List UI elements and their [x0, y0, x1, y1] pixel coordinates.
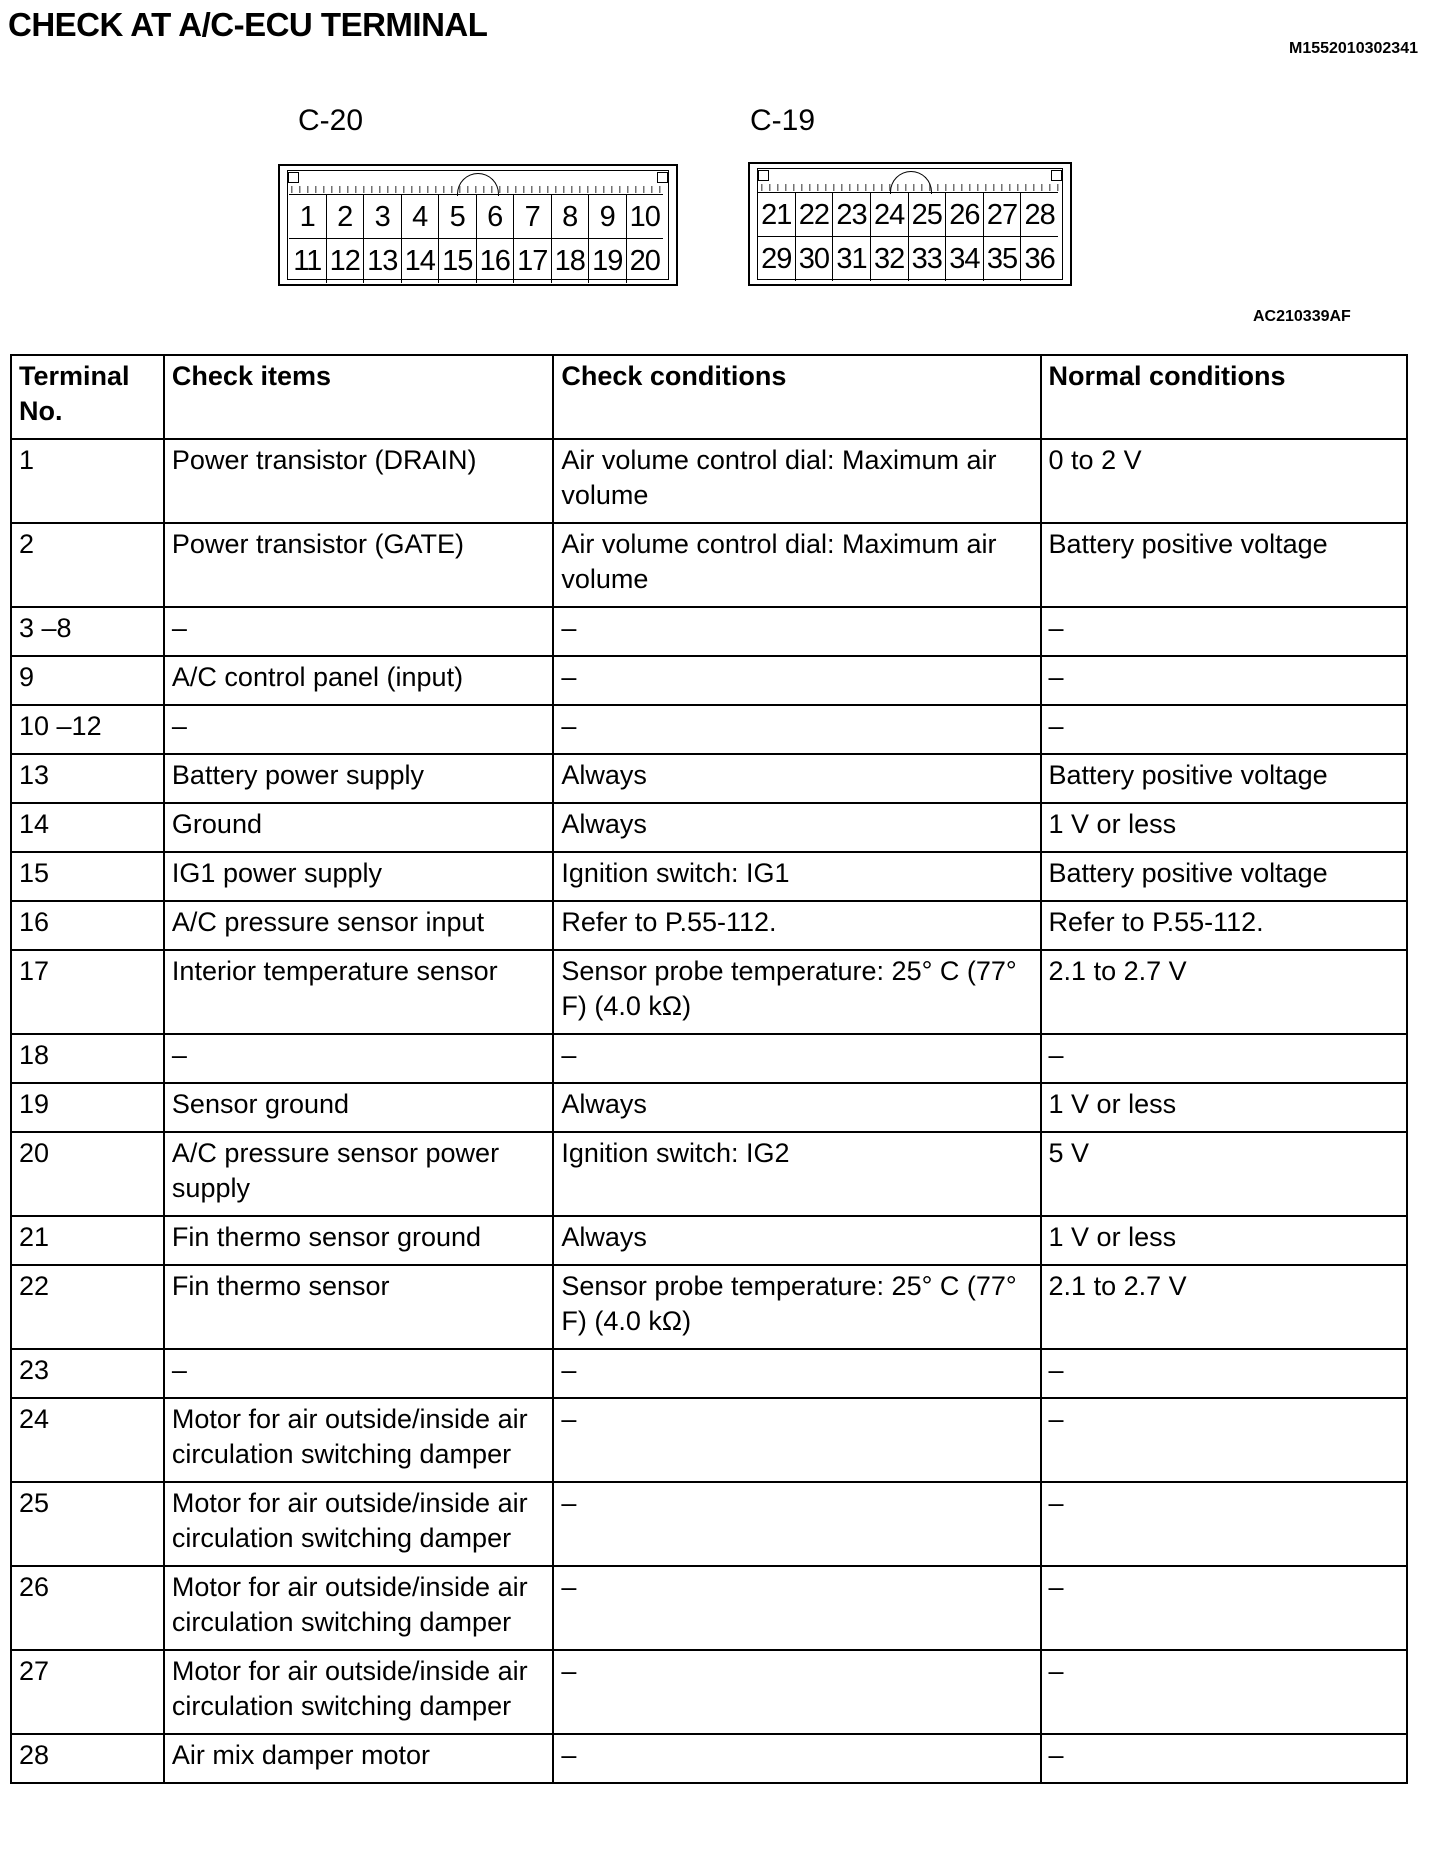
header-terminal-no: Terminal No. — [11, 355, 164, 439]
check-item-cell: Motor for air outside/inside air circulation switching damper — [164, 1566, 553, 1650]
terminal-no-cell: 1 — [11, 439, 164, 523]
connector-pin: 17 — [514, 239, 552, 283]
check-item-cell: – — [164, 607, 553, 656]
connector-pin: 31 — [833, 237, 871, 281]
check-item-cell: Interior temperature sensor — [164, 950, 553, 1034]
connector-pin: 21 — [758, 193, 796, 237]
check-condition-cell: Refer to P.55-112. — [553, 901, 1040, 950]
check-item-cell: Motor for air outside/inside air circulation switching damper — [164, 1398, 553, 1482]
check-item-cell: Motor for air outside/inside air circulation switching damper — [164, 1482, 553, 1566]
check-condition-cell: – — [553, 607, 1040, 656]
connector-pin: 9 — [589, 195, 627, 239]
header-normal-conditions: Normal conditions — [1041, 355, 1407, 439]
normal-condition-cell: – — [1041, 1734, 1407, 1783]
connector-pin: 23 — [833, 193, 871, 237]
normal-condition-cell: – — [1041, 607, 1407, 656]
normal-condition-cell: – — [1041, 1398, 1407, 1482]
connector-pin: 22 — [796, 193, 834, 237]
table-header-row — [11, 355, 1407, 439]
terminal-no-cell: 2 — [11, 523, 164, 607]
terminal-no-cell: 28 — [11, 1734, 164, 1783]
connector-pin: 6 — [477, 195, 515, 239]
terminal-no-cell: 10 –12 — [11, 705, 164, 754]
table-row — [11, 1482, 1407, 1566]
table-row — [11, 1566, 1407, 1650]
header-check-items: Check items — [164, 355, 553, 439]
check-condition-cell: Ignition switch: IG2 — [553, 1132, 1040, 1216]
check-condition-cell: Ignition switch: IG1 — [553, 852, 1040, 901]
check-item-cell: – — [164, 1349, 553, 1398]
connector-pin: 1 — [289, 195, 327, 239]
check-item-cell: Ground — [164, 803, 553, 852]
normal-condition-cell: – — [1041, 1566, 1407, 1650]
connector-pin: 2 — [327, 195, 365, 239]
connector-pin: 13 — [364, 239, 402, 283]
check-condition-cell: Always — [553, 754, 1040, 803]
check-item-cell: A/C control panel (input) — [164, 656, 553, 705]
connector-pin: 28 — [1024, 198, 1055, 231]
terminal-no-cell: 26 — [11, 1566, 164, 1650]
connector-hatch — [761, 184, 1059, 191]
connector-c20-pin-row — [289, 238, 663, 283]
terminal-no-cell: 27 — [11, 1650, 164, 1734]
connector-pin: 35 — [984, 237, 1022, 281]
normal-condition-cell: 2.1 to 2.7 V — [1041, 950, 1407, 1034]
check-condition-cell: – — [553, 1566, 1040, 1650]
normal-condition-cell: Battery positive voltage — [1041, 852, 1407, 901]
connector-c20-pin-row — [289, 194, 663, 239]
check-item-cell: A/C pressure sensor power supply — [164, 1132, 553, 1216]
connector-pin: 19 — [589, 239, 627, 283]
terminal-no-cell: 3 –8 — [11, 607, 164, 656]
check-condition-cell: – — [553, 1482, 1040, 1566]
check-condition-cell: Sensor probe temperature: 25° C (77° F) (4.0 kΩ) — [553, 950, 1040, 1034]
connector-corner — [758, 170, 769, 181]
table-row — [11, 656, 1407, 705]
check-item-cell: Fin thermo sensor — [164, 1265, 553, 1349]
connector-pin: 25 — [909, 193, 947, 237]
table-row — [11, 1216, 1407, 1265]
check-item-cell: Power transistor (DRAIN) — [164, 439, 553, 523]
normal-condition-cell: Battery positive voltage — [1041, 754, 1407, 803]
check-item-cell: Sensor ground — [164, 1083, 553, 1132]
check-item-cell: – — [164, 705, 553, 754]
terminal-no-cell: 20 — [11, 1132, 164, 1216]
connector-pin: 32 — [871, 237, 909, 281]
normal-condition-cell: 0 to 2 V — [1041, 439, 1407, 523]
check-condition-cell: Always — [553, 1216, 1040, 1265]
connector-corner — [288, 172, 299, 183]
document-id: M1552010302341 — [1288, 40, 1418, 57]
table-row — [11, 1734, 1407, 1783]
check-condition-cell: – — [553, 1034, 1040, 1083]
normal-condition-cell: – — [1041, 1349, 1407, 1398]
connector-pin: 12 — [327, 239, 365, 283]
connector-corner — [1051, 170, 1062, 181]
terminal-no-cell: 16 — [11, 901, 164, 950]
connector-pin: 14 — [402, 239, 440, 283]
table-row — [11, 1034, 1407, 1083]
connector-pin: 10 — [629, 200, 660, 233]
table-row — [11, 1349, 1407, 1398]
terminal-no-cell: 23 — [11, 1349, 164, 1398]
terminal-no-cell: 24 — [11, 1398, 164, 1482]
connector-pin: 33 — [909, 237, 947, 281]
normal-condition-cell: Refer to P.55-112. — [1041, 901, 1407, 950]
connector-pin: 20 — [629, 244, 660, 277]
terminal-no-cell: 14 — [11, 803, 164, 852]
figure-code: AC210339AF — [1253, 308, 1351, 325]
table-row — [11, 607, 1407, 656]
check-item-cell: IG1 power supply — [164, 852, 553, 901]
page-title: CHECK AT A/C-ECU TERMINAL — [8, 6, 488, 43]
terminal-no-cell: 17 — [11, 950, 164, 1034]
table-row — [11, 439, 1407, 523]
table-row — [11, 705, 1407, 754]
check-item-cell: Air mix damper motor — [164, 1734, 553, 1783]
connector-c19-label: C-19 — [750, 104, 816, 137]
connector-c19-pin-row — [758, 236, 1058, 281]
connector-pin: 16 — [477, 239, 515, 283]
normal-condition-cell: 1 V or less — [1041, 1216, 1407, 1265]
table-row — [11, 1132, 1407, 1216]
normal-condition-cell: – — [1041, 656, 1407, 705]
terminal-no-cell: 15 — [11, 852, 164, 901]
table-row — [11, 852, 1407, 901]
normal-condition-cell: 2.1 to 2.7 V — [1041, 1265, 1407, 1349]
connector-pin: 29 — [758, 237, 796, 281]
check-condition-cell: Sensor probe temperature: 25° C (77° F) (4.0 kΩ) — [553, 1265, 1040, 1349]
terminal-no-cell: 13 — [11, 754, 164, 803]
terminal-no-cell: 22 — [11, 1265, 164, 1349]
terminal-no-cell: 19 — [11, 1083, 164, 1132]
check-item-cell: Battery power supply — [164, 754, 553, 803]
check-condition-cell: – — [553, 705, 1040, 754]
connector-corner — [657, 172, 668, 183]
connector-pin: 4 — [402, 195, 440, 239]
connector-pin: 5 — [439, 195, 477, 239]
normal-condition-cell: – — [1041, 1034, 1407, 1083]
check-condition-cell: – — [553, 1650, 1040, 1734]
check-condition-cell: Always — [553, 803, 1040, 852]
check-condition-cell: – — [553, 656, 1040, 705]
table-row — [11, 950, 1407, 1034]
connector-pin: 24 — [871, 193, 909, 237]
check-item-cell: Motor for air outside/inside air circulation switching damper — [164, 1650, 553, 1734]
check-item-cell: – — [164, 1034, 553, 1083]
connector-pin: 18 — [552, 239, 590, 283]
connector-pin: 3 — [364, 195, 402, 239]
normal-condition-cell: – — [1041, 1482, 1407, 1566]
check-condition-cell: – — [553, 1349, 1040, 1398]
check-item-cell: A/C pressure sensor input — [164, 901, 553, 950]
connector-c20 — [278, 164, 678, 286]
normal-condition-cell: 5 V — [1041, 1132, 1407, 1216]
check-item-cell: Fin thermo sensor ground — [164, 1216, 553, 1265]
connector-pin: 8 — [552, 195, 590, 239]
table-row — [11, 1265, 1407, 1349]
check-condition-cell: Air volume control dial: Maximum air volume — [553, 523, 1040, 607]
connector-pin: 27 — [984, 193, 1022, 237]
header-check-conditions: Check conditions — [553, 355, 1040, 439]
terminal-no-cell: 25 — [11, 1482, 164, 1566]
terminal-no-cell: 9 — [11, 656, 164, 705]
normal-condition-cell: 1 V or less — [1041, 803, 1407, 852]
table-row — [11, 1398, 1407, 1482]
connector-pin: 15 — [439, 239, 477, 283]
check-condition-cell: Air volume control dial: Maximum air volume — [553, 439, 1040, 523]
normal-condition-cell: 1 V or less — [1041, 1083, 1407, 1132]
table-row — [11, 803, 1407, 852]
terminal-no-cell: 21 — [11, 1216, 164, 1265]
check-item-cell: Power transistor (GATE) — [164, 523, 553, 607]
connector-pin: 26 — [946, 193, 984, 237]
connector-pin: 30 — [796, 237, 834, 281]
normal-condition-cell: Battery positive voltage — [1041, 523, 1407, 607]
table-row — [11, 523, 1407, 607]
connector-c20-label: C-20 — [298, 104, 364, 137]
normal-condition-cell: – — [1041, 705, 1407, 754]
table-row — [11, 1650, 1407, 1734]
terminal-no-cell: 18 — [11, 1034, 164, 1083]
connector-pin: 36 — [1024, 242, 1055, 275]
check-condition-cell: Always — [553, 1083, 1040, 1132]
check-condition-cell: – — [553, 1398, 1040, 1482]
connector-pin: 11 — [289, 239, 327, 283]
table-row — [11, 754, 1407, 803]
connector-hatch — [291, 186, 665, 193]
normal-condition-cell: – — [1041, 1650, 1407, 1734]
table-row — [11, 901, 1407, 950]
connector-c19 — [748, 162, 1072, 286]
check-condition-cell: – — [553, 1734, 1040, 1783]
connector-c19-pin-row — [758, 192, 1058, 237]
connector-pin: 34 — [946, 237, 984, 281]
terminal-check-table — [10, 354, 1408, 1784]
connector-pin: 7 — [514, 195, 552, 239]
table-row — [11, 1083, 1407, 1132]
